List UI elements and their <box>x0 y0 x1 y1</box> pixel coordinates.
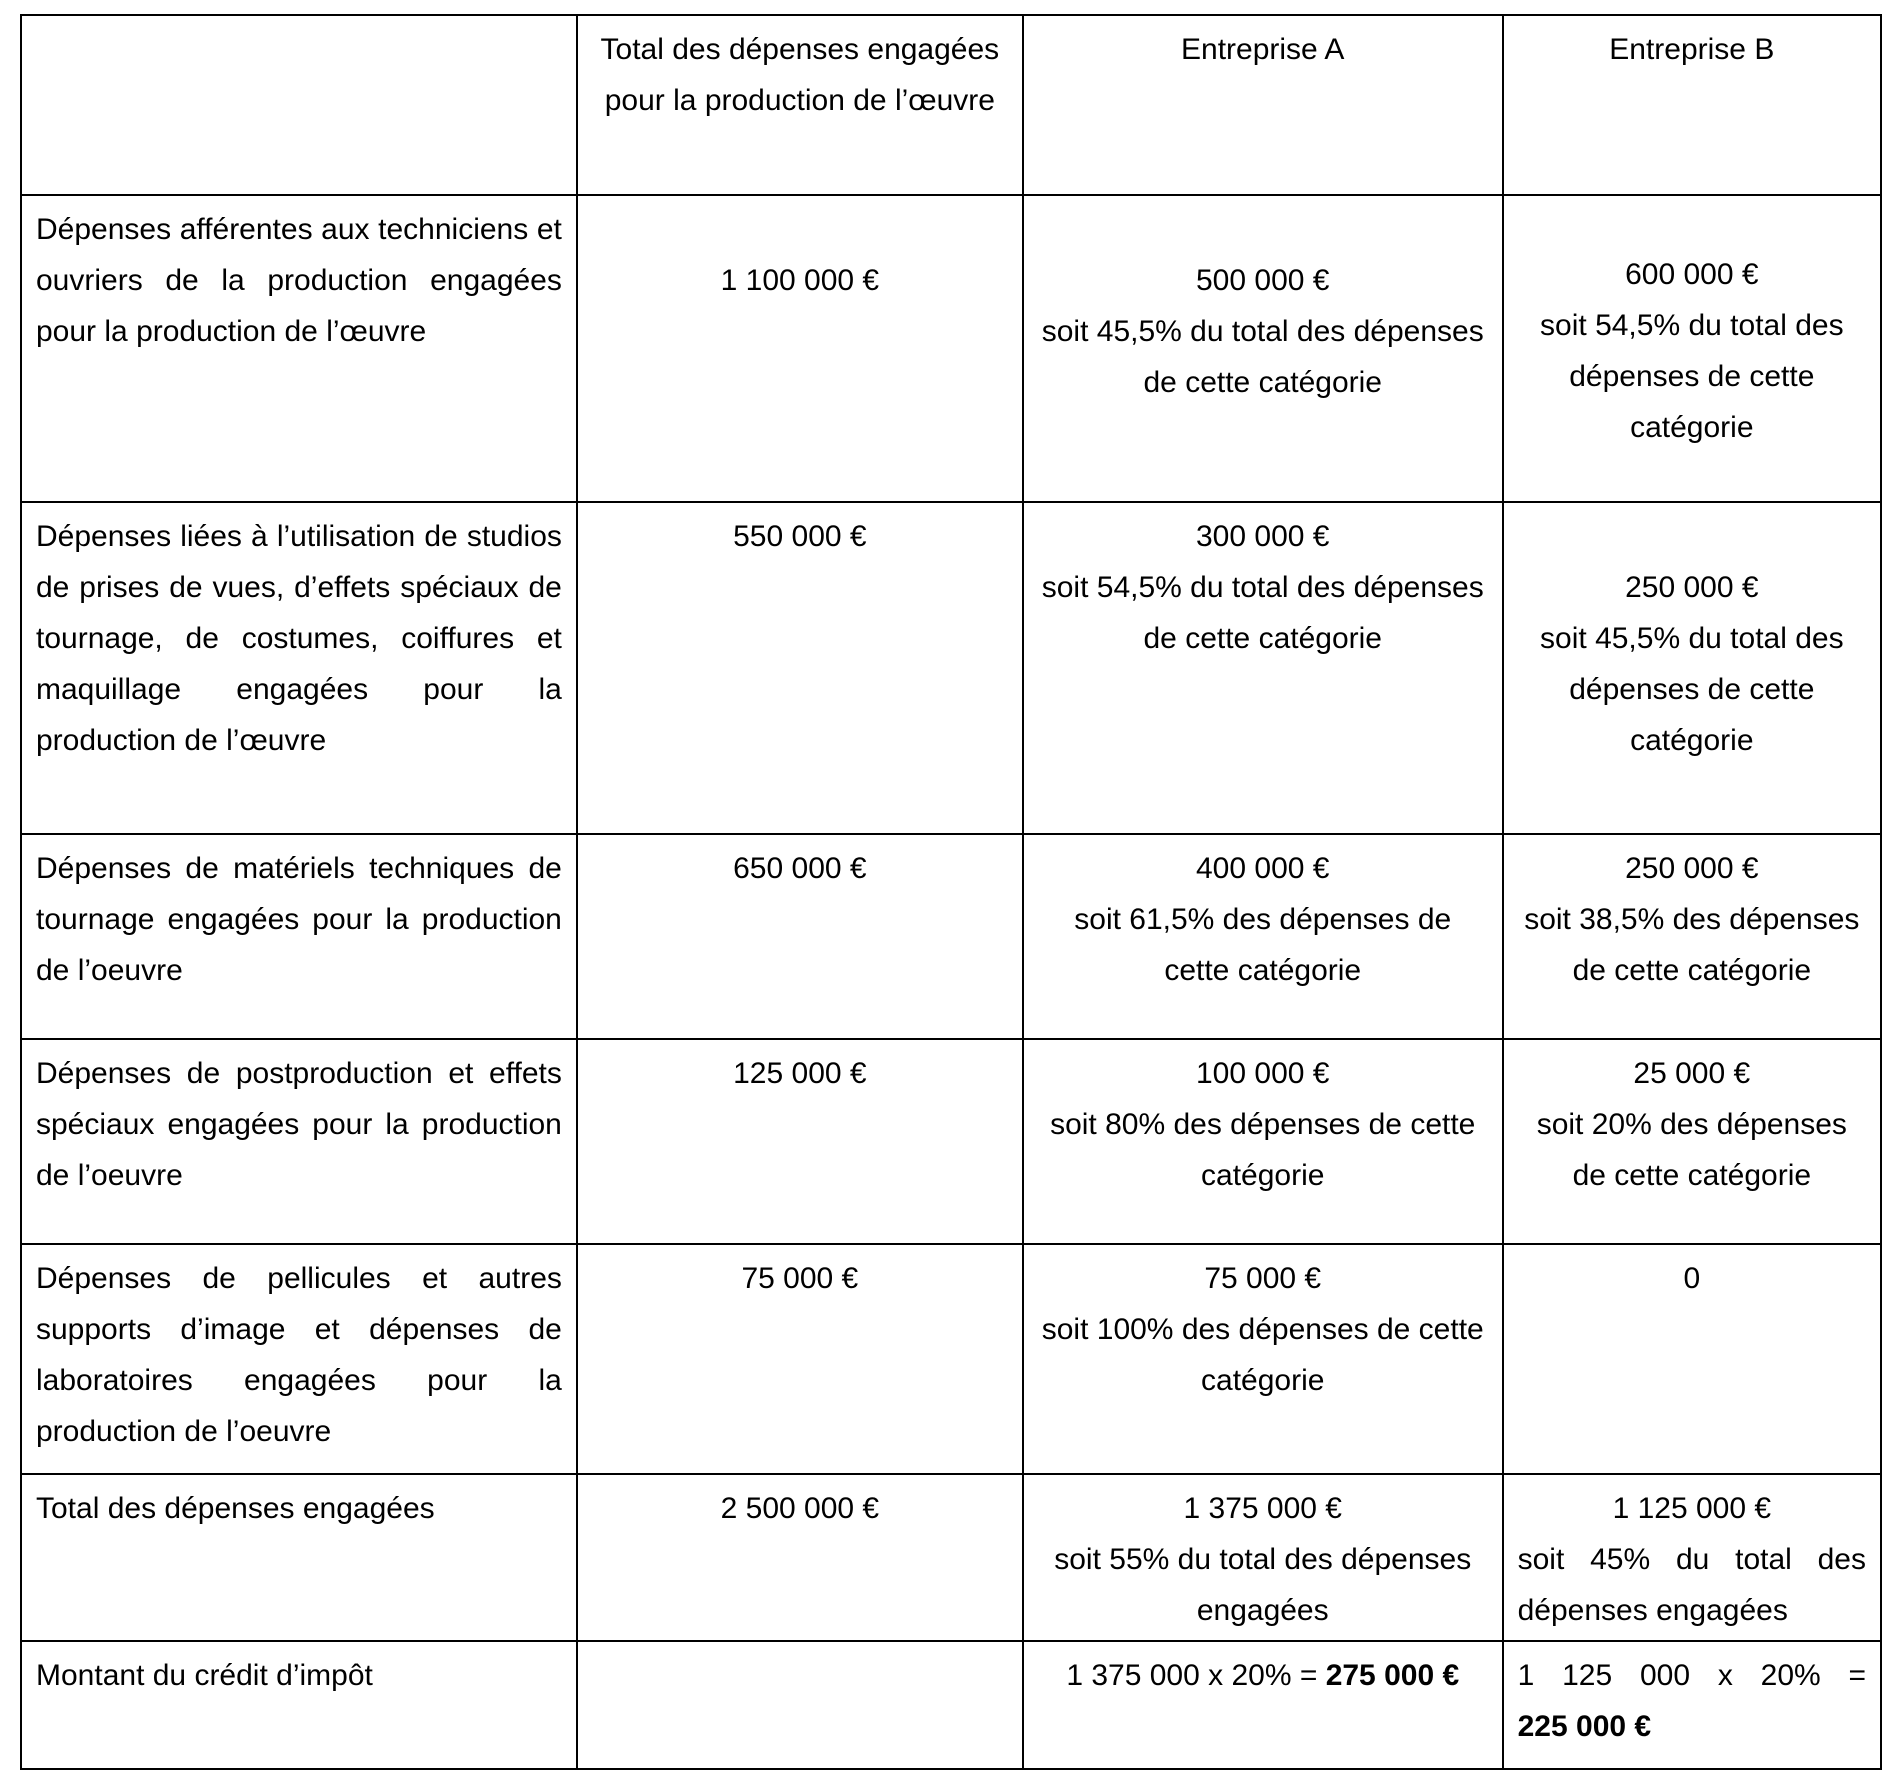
row-total-value: 650 000 € <box>733 852 867 885</box>
row-total <box>577 1039 1023 1244</box>
entreprise-a-amount: 400 000 € <box>1196 852 1330 885</box>
table-row <box>21 834 1881 1039</box>
row-label: Dépenses liées à l’utilisation de studios de prises de vues, d’effets spéciaux de tournage, de costumes, coiffures et maquillage engagées pour la production de l’œuvre <box>21 502 577 834</box>
row-entreprise-a <box>1023 195 1503 502</box>
row-entreprise-b <box>1503 1039 1881 1244</box>
row-total-value: 550 000 € <box>733 520 867 553</box>
row-label: Dépenses de pellicules et autres supports d’image et dépenses de laboratoires engagées pour la production de l’oeuvre <box>21 1244 577 1474</box>
credit-a-result: 275 000 € <box>1325 1659 1460 1692</box>
entreprise-b-note: soit 54,5% du total des dépenses de cette catégorie <box>1540 308 1844 444</box>
entreprise-b-amount: 600 000 € <box>1625 257 1759 291</box>
totals-row <box>21 1474 1881 1641</box>
row-label: Dépenses afférentes aux techniciens et ouvriers de la production engagées pour la production de l’œuvre <box>21 195 577 502</box>
totals-a-note: soit 55% du total des dépenses engagées <box>1054 1543 1472 1627</box>
row-entreprise-b <box>1503 1244 1881 1474</box>
row-entreprise-a <box>1023 1244 1503 1474</box>
totals-b-amount: 1 125 000 € <box>1612 1492 1772 1525</box>
entreprise-a-amount: 500 000 € <box>1196 264 1330 297</box>
table-row <box>21 1039 1881 1244</box>
credit-b-formula: 1 125 000 x 20% = <box>1517 1659 1866 1692</box>
row-label: Dépenses de matériels techniques de tournage engagées pour la production de l’oeuvre <box>21 834 577 1039</box>
totals-b-note: soit 45% du total des dépenses engagées <box>1517 1543 1866 1627</box>
totals-a-amount: 1 375 000 € <box>1183 1492 1342 1525</box>
entreprise-a-note: soit 100% des dépenses de cette catégorie <box>1041 1313 1484 1397</box>
row-total-value: 75 000 € <box>741 1262 859 1295</box>
entreprise-a-note: soit 61,5% des dépenses de cette catégorie <box>1074 903 1452 987</box>
totals-entreprise-a <box>1023 1474 1503 1641</box>
header-row <box>21 15 1881 195</box>
header-label-cell <box>21 15 577 195</box>
expense-breakdown-table <box>20 14 1882 1770</box>
table-row <box>21 502 1881 834</box>
entreprise-b-note: soit 20% des dépenses de cette catégorie <box>1536 1108 1847 1192</box>
row-entreprise-b <box>1503 502 1881 834</box>
header-entreprise-a-cell: Entreprise A <box>1023 15 1503 195</box>
totals-label: Total des dépenses engagées <box>21 1474 577 1641</box>
row-entreprise-a <box>1023 502 1503 834</box>
row-total-value: 1 100 000 € <box>720 264 880 297</box>
table-row <box>21 195 1881 502</box>
entreprise-a-note: soit 54,5% du total des dépenses de cette catégorie <box>1041 571 1484 655</box>
entreprise-b-amount: 250 000 € <box>1625 852 1759 885</box>
row-total <box>577 195 1023 502</box>
entreprise-b-note: soit 45,5% du total des dépenses de cette catégorie <box>1540 622 1844 757</box>
row-total <box>577 834 1023 1039</box>
totals-total <box>577 1474 1023 1641</box>
totals-total-value: 2 500 000 € <box>720 1492 880 1525</box>
entreprise-a-amount: 100 000 € <box>1196 1057 1330 1090</box>
entreprise-b-amount: 0 <box>1683 1262 1701 1295</box>
entreprise-a-amount: 75 000 € <box>1204 1262 1322 1295</box>
row-total-value: 125 000 € <box>733 1057 867 1090</box>
entreprise-a-note: soit 45,5% du total des dépenses de cette catégorie <box>1041 315 1484 399</box>
row-entreprise-a <box>1023 834 1503 1039</box>
row-label: Dépenses de postproduction et effets spéciaux engagées pour la production de l’oeuvre <box>21 1039 577 1244</box>
header-entreprise-b-cell: Entreprise B <box>1503 15 1881 195</box>
table-row <box>21 1244 1881 1474</box>
credit-b-result: 225 000 € <box>1517 1710 1652 1743</box>
row-entreprise-b <box>1503 834 1881 1039</box>
header-total-cell: Total des dépenses engagées pour la production de l’œuvre <box>577 15 1023 195</box>
row-total <box>577 502 1023 834</box>
entreprise-b-note: soit 38,5% des dépenses de cette catégorie <box>1524 903 1860 987</box>
entreprise-a-note: soit 80% des dépenses de cette catégorie <box>1050 1108 1476 1192</box>
row-entreprise-a <box>1023 1039 1503 1244</box>
row-total <box>577 1244 1023 1474</box>
credit-a-formula: 1 375 000 x 20% = <box>1066 1659 1326 1692</box>
entreprise-b-amount: 250 000 € <box>1625 571 1759 604</box>
totals-entreprise-b <box>1503 1474 1881 1641</box>
credit-label: Montant du crédit d’impôt <box>21 1641 577 1769</box>
entreprise-b-amount: 25 000 € <box>1633 1057 1751 1090</box>
row-entreprise-b <box>1503 195 1881 502</box>
entreprise-a-amount: 300 000 € <box>1196 520 1330 553</box>
